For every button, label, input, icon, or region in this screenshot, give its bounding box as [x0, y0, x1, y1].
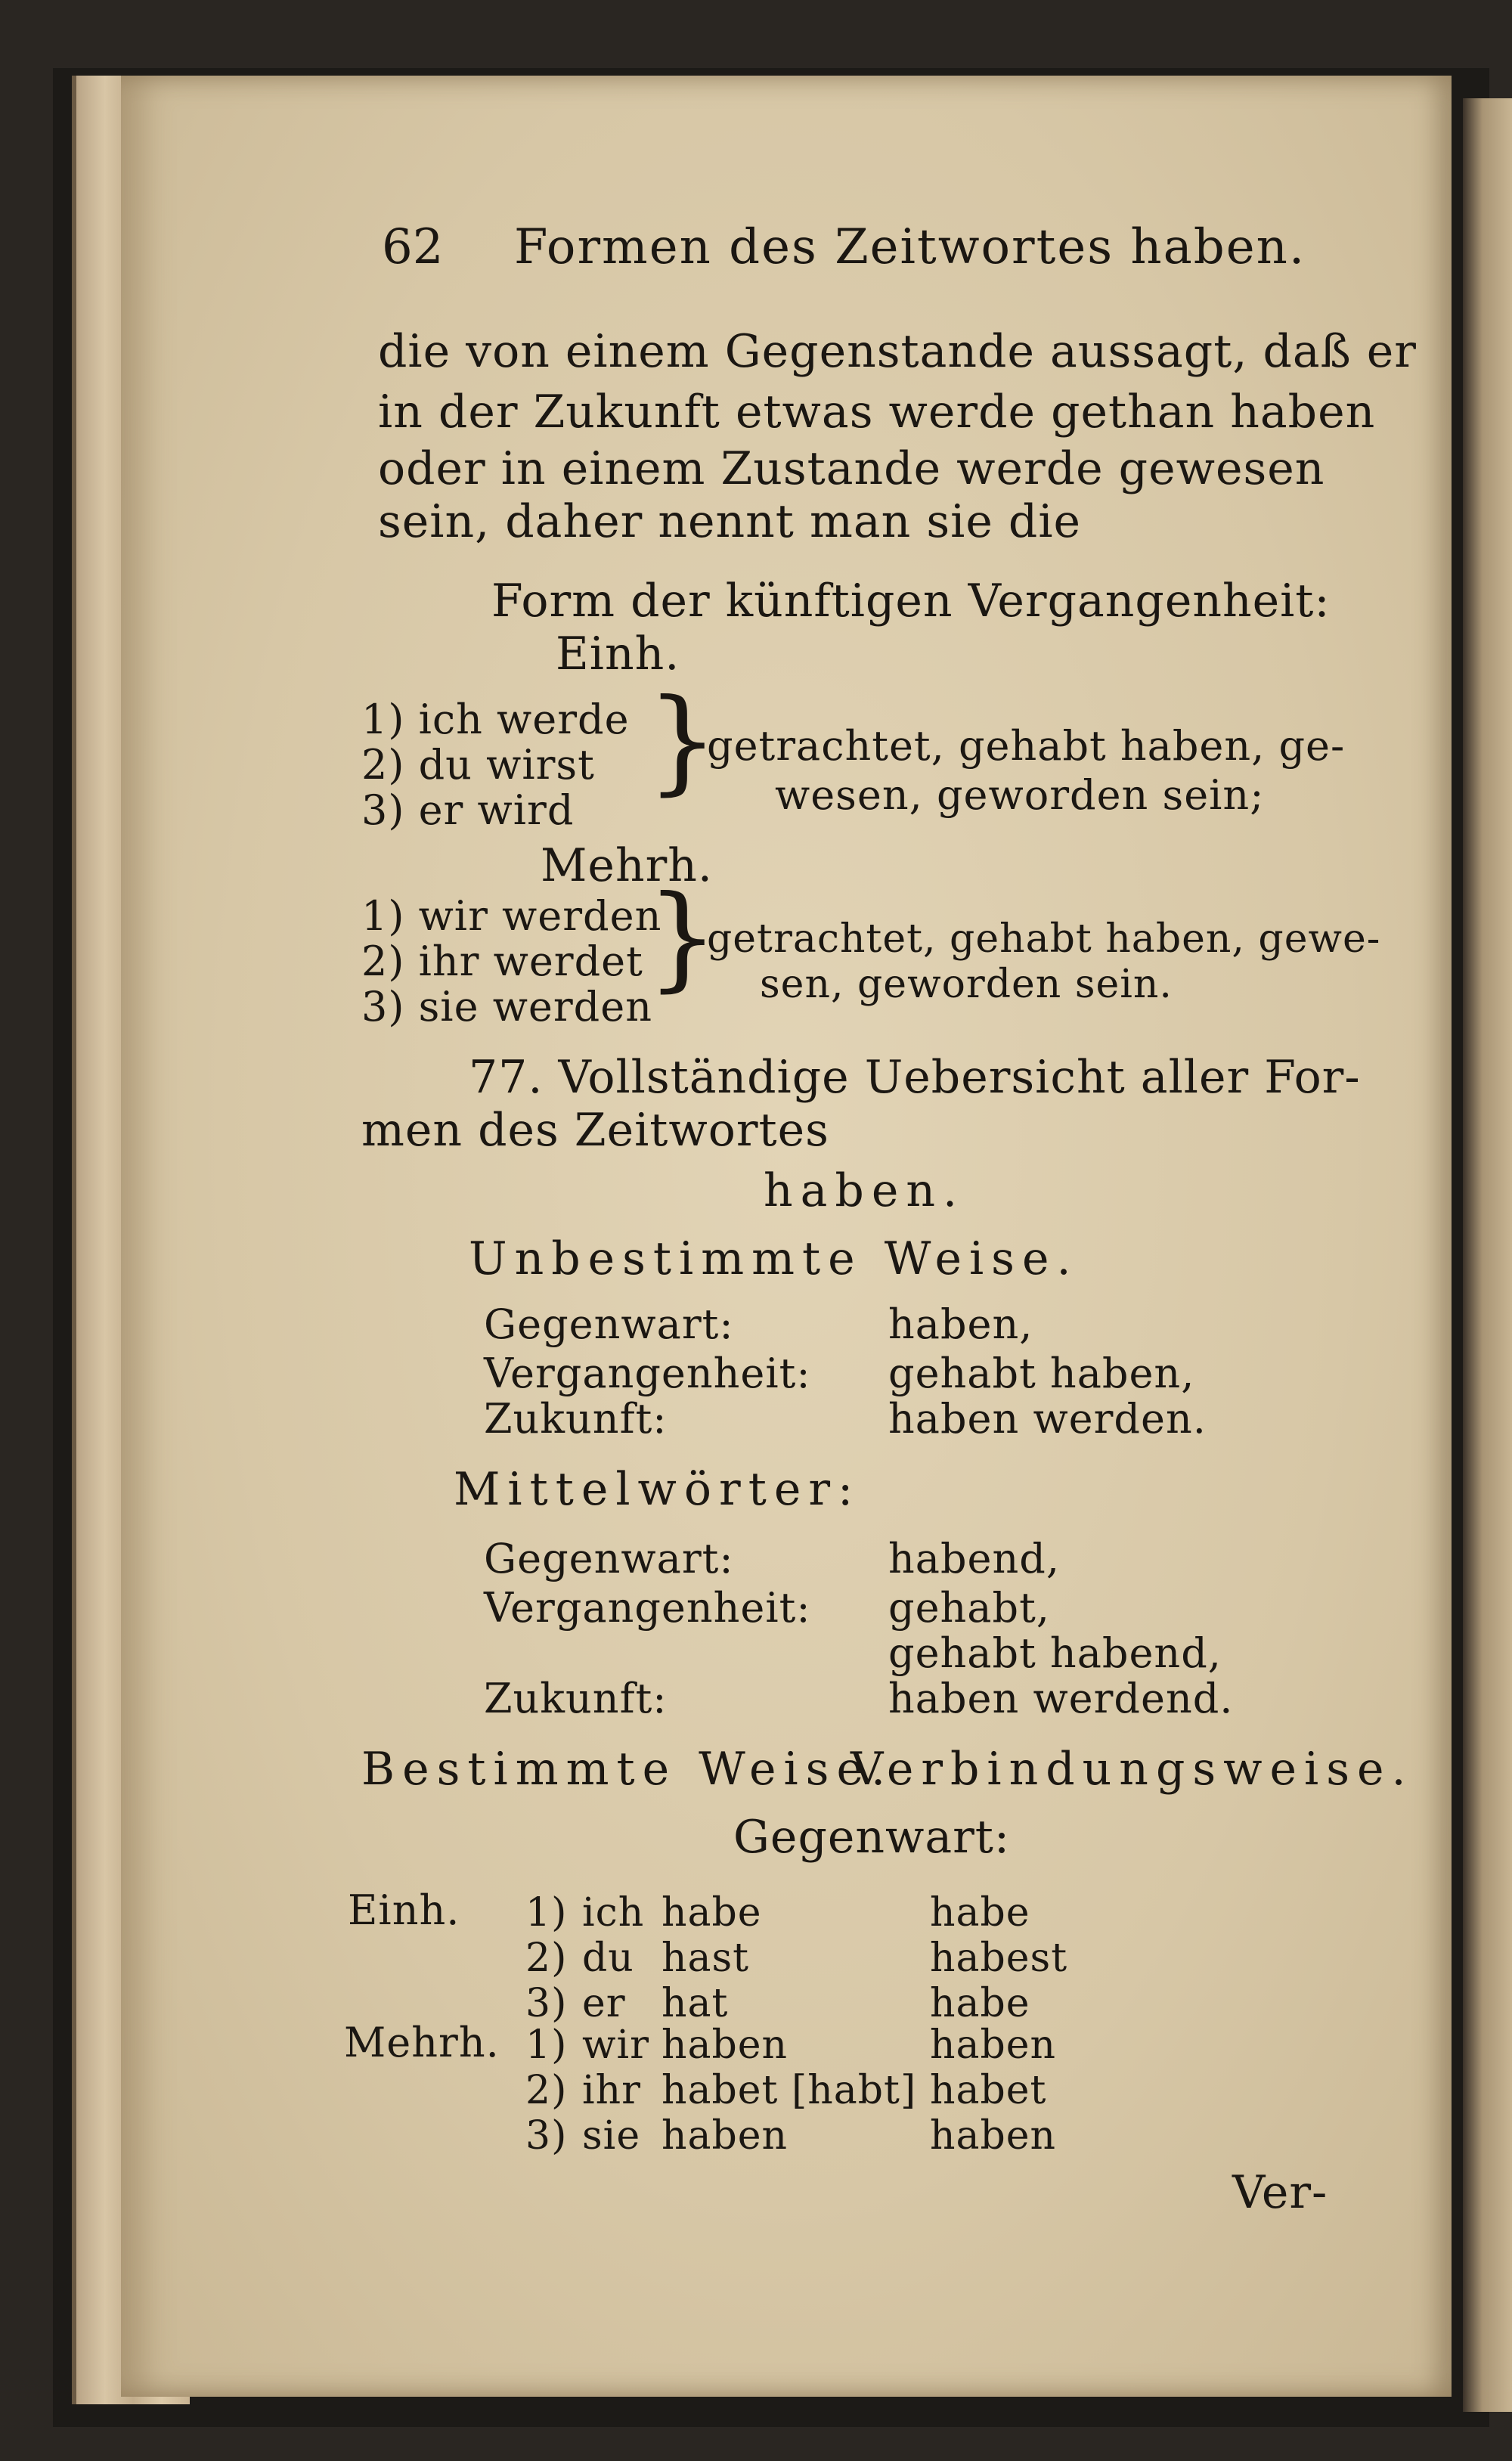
- intro-line-2: in der Zukunft etwas werde gethan haben: [378, 386, 1376, 439]
- participles-title: Mittelwörter:: [454, 1463, 861, 1516]
- fp-plural-forms-1: getrachtet, gehabt haben, gewe-: [707, 916, 1381, 962]
- mood-row-4-ind: haben: [662, 2022, 789, 2068]
- fp-singular-forms-2: wesen, geworden sein;: [775, 771, 1265, 819]
- running-title: Formen des Zeitwortes haben.: [514, 219, 1306, 275]
- fp-singular-row-1: 1) ich werde: [361, 696, 630, 743]
- mood-row-3-ind: hat: [662, 1981, 729, 2026]
- infinitive-value-3: haben werden.: [888, 1395, 1207, 1443]
- mood-row-5-pronoun: ihr: [582, 2068, 641, 2113]
- mood-row-1-subj: habe: [930, 1890, 1030, 1936]
- brace-icon: }: [646, 872, 719, 1003]
- participle-label-1: Gegenwart:: [484, 1535, 734, 1582]
- future-perfect-title: Form der künftigen Vergangenheit:: [491, 575, 1331, 628]
- page-number: 62: [382, 219, 444, 275]
- participle-label-2: Vergangenheit:: [484, 1584, 811, 1632]
- fp-plural-row-2: 2) ihr werdet: [361, 938, 643, 985]
- mood-row-3-pronoun: er: [582, 1981, 626, 2026]
- fp-singular-forms-1: getrachtet, gehabt haben, ge-: [707, 722, 1346, 770]
- infinitive-value-2: gehabt haben,: [888, 1350, 1195, 1397]
- facing-page-edge: [1463, 98, 1512, 2412]
- mood-row-4-subj: haben: [930, 2022, 1057, 2068]
- mood-row-5-num: 2): [525, 2068, 568, 2113]
- intro-line-4: sein, daher nennt man sie die: [378, 495, 1082, 548]
- section-77-line-2: men des Zeitwortes: [361, 1104, 829, 1157]
- mood-row-1-num: 1): [525, 1890, 568, 1936]
- mood-row-2-pronoun: du: [582, 1936, 634, 1981]
- infinitive-label-1: Gegenwart:: [484, 1300, 734, 1348]
- participle-value-1: habend,: [888, 1535, 1061, 1582]
- mood-row-6-subj: haben: [930, 2113, 1057, 2159]
- mood-row-6-pronoun: sie: [582, 2113, 641, 2159]
- mood-row-2-num: 2): [525, 1936, 568, 1981]
- section-77-line-3: haben.: [764, 1164, 965, 1217]
- mood-row-4-pronoun: wir: [582, 2022, 649, 2068]
- subjunctive-title: Verbindungsweise.: [850, 1743, 1414, 1796]
- moods-plural-label: Mehrh.: [344, 2019, 500, 2066]
- catchword: Ver-: [1232, 2166, 1328, 2219]
- mood-row-2-subj: habest: [930, 1936, 1068, 1981]
- mood-row-5-ind: habet [habt]: [662, 2068, 917, 2113]
- tense-title: Gegenwart:: [733, 1811, 1011, 1864]
- mood-row-6-ind: haben: [662, 2113, 789, 2159]
- indicative-title: Bestimmte Weise.: [361, 1743, 894, 1796]
- section-77-line-1: 77. Vollständige Uebersicht aller For-: [469, 1051, 1361, 1104]
- mood-row-3-num: 3): [525, 1981, 568, 2026]
- plural-label: Mehrh.: [541, 839, 713, 892]
- intro-line-3: oder in einem Zustande werde gewesen: [378, 442, 1325, 495]
- participle-value-4: haben werdend.: [888, 1675, 1234, 1722]
- fp-plural-row-3: 3) sie werden: [361, 983, 652, 1031]
- infinitive-value-1: haben,: [888, 1300, 1033, 1348]
- brace-icon: }: [646, 675, 719, 807]
- mood-row-6-num: 3): [525, 2113, 568, 2159]
- fp-singular-row-2: 2) du wirst: [361, 741, 595, 789]
- mood-row-1-pronoun: ich: [582, 1890, 645, 1936]
- mood-row-4-num: 1): [525, 2022, 568, 2068]
- infinitive-label-3: Zukunft:: [484, 1395, 668, 1443]
- participle-label-4: Zukunft:: [484, 1675, 668, 1722]
- participle-value-3: gehabt habend,: [888, 1629, 1222, 1677]
- mood-row-3-subj: habe: [930, 1981, 1030, 2026]
- participle-value-2: gehabt,: [888, 1584, 1050, 1632]
- infinitive-title: Unbestimmte Weise.: [469, 1232, 1079, 1285]
- fp-plural-row-1: 1) wir werden: [361, 892, 662, 940]
- singular-label: Einh.: [556, 628, 680, 680]
- infinitive-label-2: Vergangenheit:: [484, 1350, 811, 1397]
- mood-row-2-ind: hast: [662, 1936, 750, 1981]
- fp-plural-forms-2: sen, geworden sein.: [760, 962, 1173, 1007]
- fp-singular-row-3: 3) er wird: [361, 786, 575, 834]
- mood-row-1-ind: habe: [662, 1890, 762, 1936]
- moods-singular-label: Einh.: [348, 1886, 460, 1934]
- mood-row-5-subj: habet: [930, 2068, 1047, 2113]
- intro-line-1: die von einem Gegenstande aussagt, daß er: [378, 325, 1417, 378]
